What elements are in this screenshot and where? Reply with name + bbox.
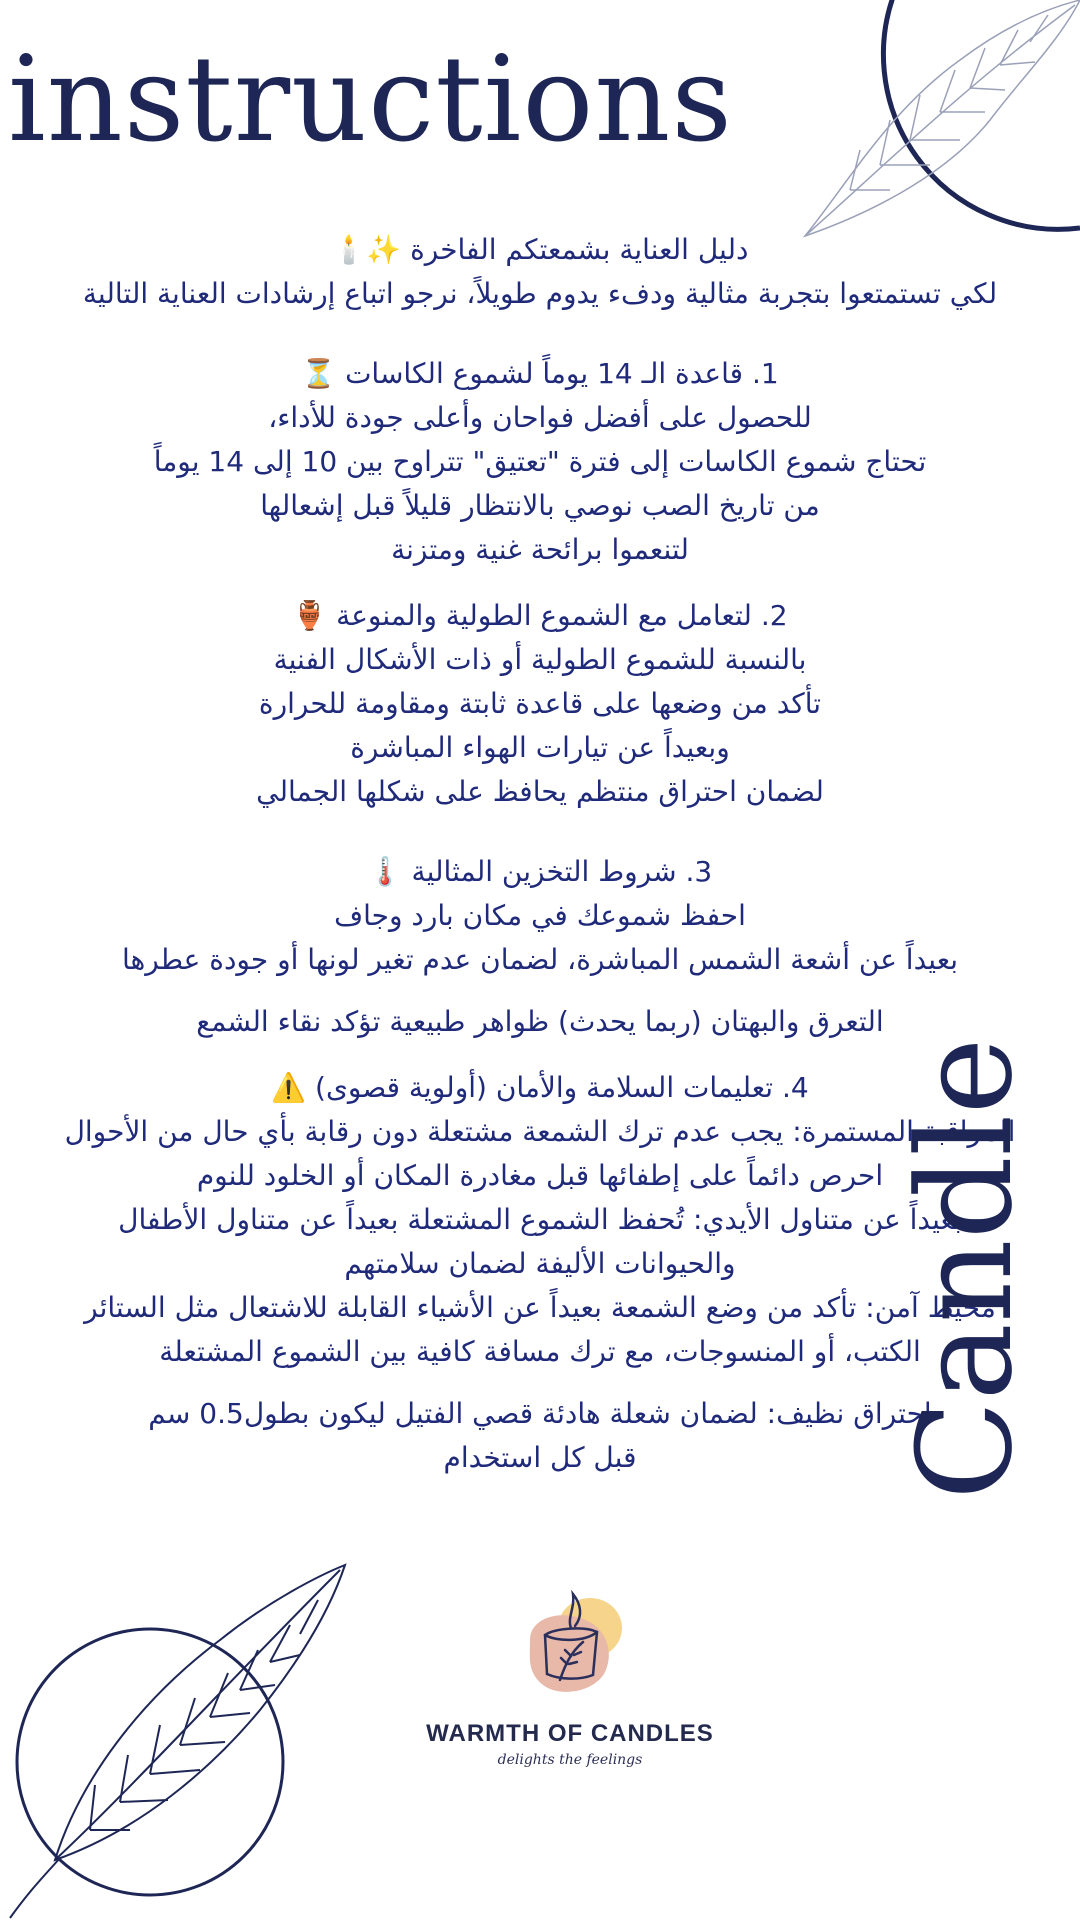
section-title: 1. قاعدة الـ 14 يوماً لشموع الكاسات ⏳ — [301, 357, 779, 390]
section-line: من تاريخ الصب نوصي بالانتظار قليلاً قبل إشعالها — [260, 489, 820, 522]
section-line: لتنعموا برائحة غنية ومتزنة — [391, 533, 689, 566]
section-line: احفظ شموعك في مكان بارد وجاف — [334, 899, 746, 932]
leaf-circle-illustration-bottom — [0, 1530, 360, 1920]
brand-tagline: delights the feelings — [497, 1752, 643, 1768]
leaf-circle-illustration-top — [790, 0, 1080, 240]
candle-logo-icon — [505, 1580, 635, 1710]
section-note: التعرق والبهتان (ربما يحدث) ظواهر طبيعية تؤكد نقاء الشمع — [196, 1005, 884, 1038]
section-storage — [0, 850, 1080, 1044]
section-title: 4. تعليمات السلامة والأمان (أولوية قصوى) ⚠️ — [271, 1071, 809, 1104]
section-line: لضمان احتراق منتظم يحافظ على شكلها الجمالي — [256, 775, 824, 808]
section-line: بعيداً عن متناول الأيدي: تُحفظ الشموع المشتعلة بعيداً عن متناول الأطفال — [118, 1203, 962, 1236]
section-line: الكتب، أو المنسوجات، مع ترك مسافة كافية بين الشموع المشتعلة — [159, 1335, 921, 1368]
page-title: instructions — [8, 30, 733, 168]
section-note: قبل كل استخدام — [443, 1441, 637, 1474]
section-line: بالنسبة للشموع الطولية أو ذات الأشكال الفنية — [273, 643, 807, 676]
section-line: تحتاج شموع الكاسات إلى فترة "تعتيق" تتراوح بين 10 إلى 14 يوماً — [153, 445, 927, 478]
section-line: والحيوانات الأليفة لضمان سلامتهم — [344, 1247, 736, 1280]
section-title: 3. شروط التخزين المثالية 🌡️ — [367, 855, 713, 888]
section-line: المراقبة المستمرة: يجب عدم ترك الشمعة مشتعلة دون رقابة بأي حال من الأحوال — [64, 1115, 1016, 1148]
side-word: Candle — [889, 1037, 1041, 1500]
section-title: 2. لتعامل مع الشموع الطولية والمنوعة 🏺 — [292, 599, 788, 632]
section-pillar-candles — [0, 594, 1080, 814]
brand-name: WARMTH OF CANDLES — [426, 1720, 714, 1747]
section-note: احتراق نظيف: لضمان شعلة هادئة قصي الفتيل ليكون بطول0.5 سم — [148, 1397, 932, 1430]
section-line: وبعيداً عن تيارات الهواء المباشرة — [350, 731, 730, 764]
section-line: احرص دائماً على إطفائها قبل مغادرة المكان أو الخلود للنوم — [196, 1159, 884, 1192]
section-line: بعيداً عن أشعة الشمس المباشرة، لضمان عدم تغير لونها أو جودة عطرها — [121, 943, 959, 976]
section-line: للحصول على أفضل فواحان وأعلى جودة للأداء، — [268, 401, 812, 434]
brand-logo — [410, 1580, 730, 1768]
section-aging-rule — [0, 352, 1080, 572]
section-line: تأكد من وضعها على قاعدة ثابتة ومقاومة للحرارة — [258, 687, 822, 720]
intro-heading: دليل العناية بشمعتكم الفاخرة ✨🕯️ — [331, 233, 749, 266]
intro-text: لكي تستمتعوا بتجربة مثالية ودفء يدوم طويلاً، نرجو اتباع إرشادات العناية التالية — [82, 277, 998, 310]
section-line: محيط آمن: تأكد من وضع الشمعة بعيداً عن الأشياء القابلة للاشتعال مثل الستائر — [84, 1291, 996, 1324]
